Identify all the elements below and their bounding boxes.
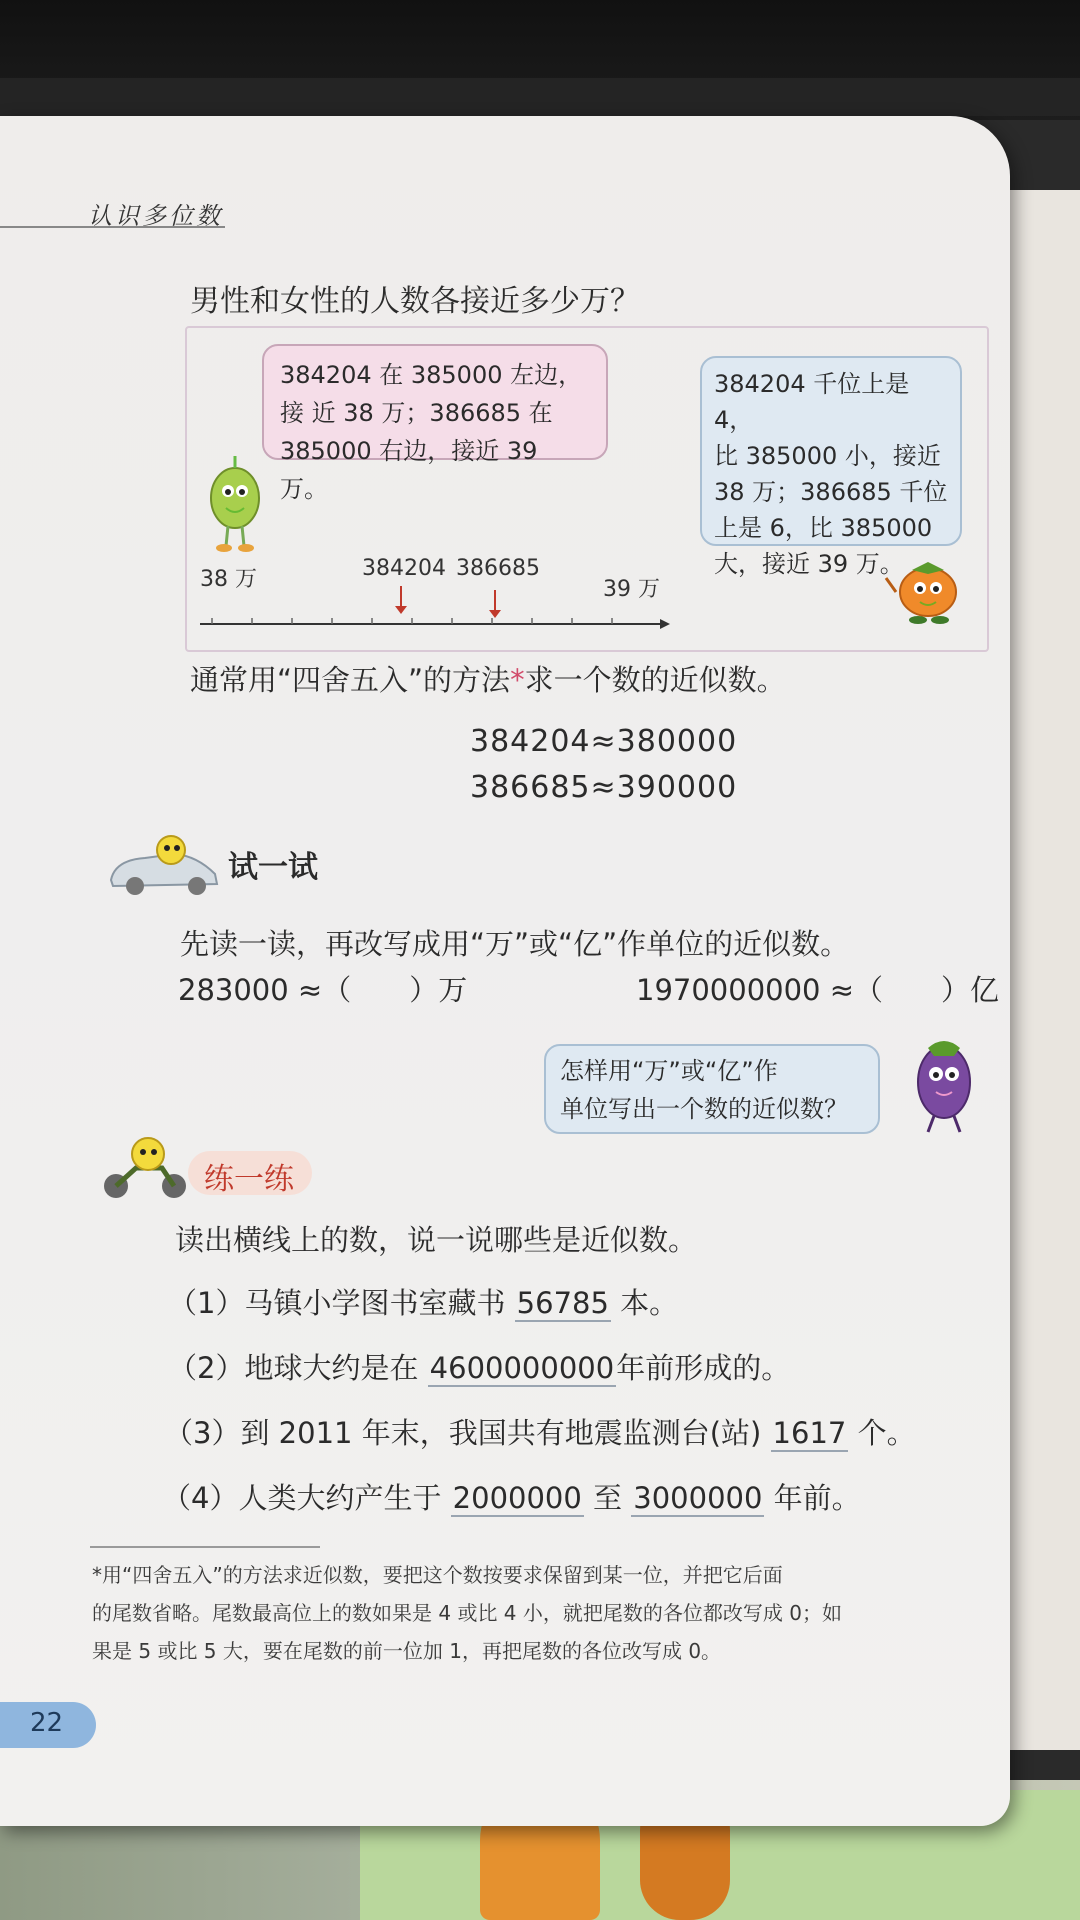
bubble-right-line-5: 大，接近 39 万。 [714, 550, 904, 578]
number-line-arrow-2 [494, 590, 496, 612]
practice-item-1 [168, 1281, 678, 1322]
item-2-tail: 年前形成的。 [616, 1351, 791, 1385]
eggplant-character-icon [898, 1016, 990, 1136]
question-title: 男性和女性的人数各接近多少万？ [190, 284, 640, 319]
number-line-axis [200, 614, 670, 634]
hint-line-2: 单位写出一个数的近似数？ [560, 1095, 848, 1123]
item-3-number: 1617 [772, 1416, 847, 1450]
rule-suffix: 求一个数的近似数。 [524, 663, 786, 697]
car-character-icon [105, 828, 225, 898]
equation-1: 384204≈380000 [470, 724, 738, 759]
hint-line-1: 怎样用“万”或“亿”作 [560, 1057, 778, 1085]
bubble-right-line-1: 384204 千位上是 4， [714, 370, 910, 434]
item-2-text: （2）地球大约是在 [168, 1351, 428, 1385]
try-item-1: 283000 ≈（ ）万 [178, 973, 468, 1007]
item-2-number: 4600000000 [429, 1351, 615, 1385]
bubble-right-line-3: 38 万；386685 千位 [714, 478, 948, 506]
footnote-divider [90, 1546, 320, 1548]
motorbike-character-icon [96, 1126, 196, 1206]
hint-speech-bubble [544, 1044, 880, 1134]
bubble-right-line-2: 比 385000 小，接近 [714, 442, 941, 470]
bubble-left-line-2: 接 近 38 万；386685 在 [280, 399, 553, 427]
number-line-left-label: 38 万 [200, 567, 257, 592]
number-line-mark1-label: 384204 [362, 556, 446, 581]
item-4-text: （4）人类大约产生于 [162, 1481, 451, 1515]
practice-item-3 [164, 1411, 916, 1452]
speech-bubble-right [700, 356, 962, 578]
item-4-number-a: 2000000 [452, 1481, 582, 1515]
footnote-line-1: *用“四舍五入”的方法求近似数，要把这个数按要求保留到某一位，并把它后面 [92, 1563, 783, 1587]
item-1-text: （1）马镇小学图书室藏书 [168, 1286, 515, 1320]
item-4-mid: 至 [583, 1481, 632, 1515]
practice-item-4 [162, 1476, 861, 1517]
equation-2: 386685≈390000 [470, 770, 738, 805]
book-page [0, 116, 1010, 1826]
number-line-arrow-1 [400, 586, 402, 608]
next-page-edge [1000, 190, 1080, 1750]
bubble-left-line-3: 385000 右边，接近 39 万。 [280, 437, 538, 503]
rule-prefix: 通常用“四舍五入”的方法 [190, 663, 511, 697]
tomato-character-icon [882, 548, 972, 628]
monitor-bezel [0, 0, 1080, 120]
try-instruction: 先读一读，再改写成用“万”或“亿”作单位的近似数。 [180, 927, 850, 961]
practice-instruction: 读出横线上的数，说一说哪些是近似数。 [175, 1223, 698, 1257]
item-4-number-b: 3000000 [633, 1481, 763, 1515]
try-section-title: 试一试 [228, 850, 318, 885]
page-header: 认识多位数 [88, 202, 223, 230]
item-1-number: 56785 [516, 1286, 609, 1320]
page-number: 22 [30, 1708, 64, 1738]
item-3-text: （3）到 2011 年末，我国共有地震监测台(站) [164, 1416, 771, 1450]
footnote-line-2: 的尾数省略。尾数最高位上的数如果是 4 或比 4 小，就把尾数的各位都改写成 0；如 [92, 1601, 842, 1625]
practice-item-2 [168, 1346, 790, 1387]
rule-asterisk: * [510, 663, 525, 697]
number-line-right-label: 39 万 [603, 577, 660, 602]
footnote-line-3: 果是 5 或比 5 大，要在尾数的前一位加 1，再把尾数的各位改写成 0。 [92, 1639, 722, 1663]
bubble-right-line-4: 上是 6，比 385000 [714, 514, 933, 542]
item-3-tail: 个。 [848, 1416, 916, 1450]
number-line-mark2-label: 386685 [456, 556, 540, 581]
rounding-rule-sentence [190, 658, 786, 699]
bubble-left-line-1: 384204 在 385000 左边， [280, 361, 583, 389]
try-item-2: 1970000000 ≈（ ）亿 [636, 973, 1000, 1007]
footnote [92, 1556, 992, 1670]
practice-section-title: 练一练 [204, 1162, 294, 1197]
item-4-tail: 年前。 [764, 1481, 861, 1515]
pear-character-icon [200, 446, 270, 556]
item-1-tail: 本。 [610, 1286, 679, 1320]
speech-bubble-left [262, 344, 608, 503]
